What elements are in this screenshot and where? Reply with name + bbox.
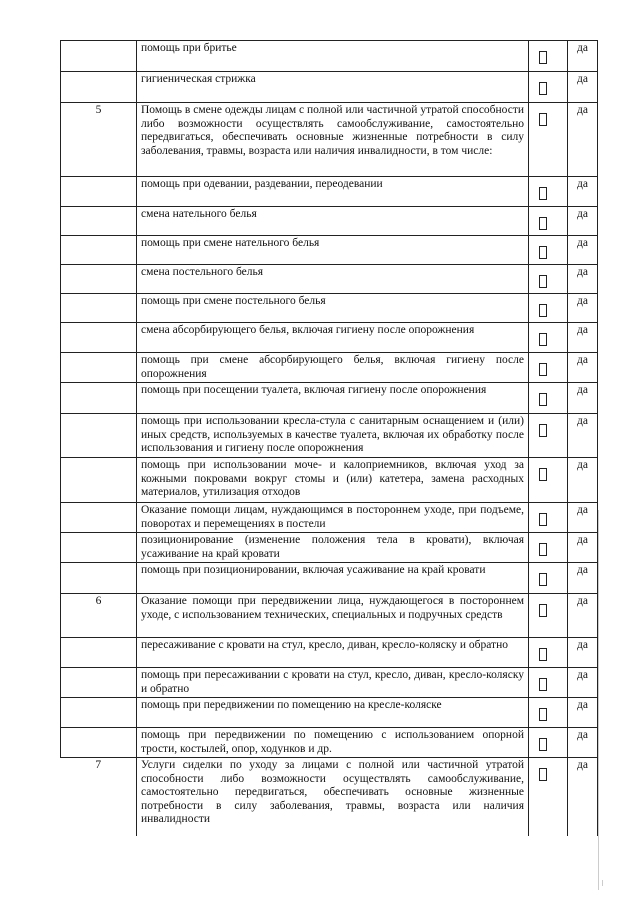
row-number (61, 383, 137, 414)
row-number (61, 728, 137, 758)
service-description: Оказание помощи лицам, нуждающимся в постороннем уходе, при подъеме, поворотах и перемещениях в постели (137, 503, 529, 533)
row-number: 6 (61, 594, 137, 638)
service-row (61, 563, 598, 594)
answer-yes: да (568, 503, 598, 533)
service-description: позиционирование (изменение положения тела в кровати), включая усаживание на край кровати (137, 533, 529, 563)
service-checkbox[interactable] (539, 246, 547, 259)
checkbox-cell (529, 323, 568, 353)
service-description: помощь при смене нательного белья (137, 236, 529, 265)
checkbox-cell (529, 353, 568, 383)
answer-yes: да (568, 728, 598, 758)
service-row (61, 41, 598, 72)
service-row (61, 414, 598, 458)
answer-yes: да (568, 668, 598, 698)
checkbox-cell (529, 294, 568, 323)
scan-edge-mark (602, 880, 603, 886)
service-row (61, 698, 598, 728)
service-row (61, 353, 598, 383)
row-number (61, 294, 137, 323)
row-number (61, 668, 137, 698)
service-checkbox[interactable] (539, 113, 547, 126)
checkbox-cell (529, 103, 568, 177)
service-description: гигиеническая стрижка (137, 72, 529, 103)
service-row (61, 668, 598, 698)
answer-yes: да (568, 323, 598, 353)
service-checkbox[interactable] (539, 738, 547, 751)
service-description: помощь при передвижении по помещению на кресле-коляске (137, 698, 529, 728)
service-row (61, 294, 598, 323)
service-description: смена постельного белья (137, 265, 529, 294)
service-checkbox[interactable] (539, 393, 547, 406)
row-number (61, 458, 137, 503)
row-number (61, 563, 137, 594)
services-table-body (61, 41, 598, 836)
answer-yes: да (568, 563, 598, 594)
service-checkbox[interactable] (539, 708, 547, 721)
service-checkbox[interactable] (539, 424, 547, 437)
service-row (61, 638, 598, 668)
checkbox-cell (529, 177, 568, 207)
answer-yes: да (568, 353, 598, 383)
checkbox-cell (529, 638, 568, 668)
service-row (61, 728, 598, 758)
answer-yes: да (568, 72, 598, 103)
checkbox-cell (529, 594, 568, 638)
row-number: 5 (61, 103, 137, 177)
service-checkbox[interactable] (539, 275, 547, 288)
checkbox-cell (529, 458, 568, 503)
row-number (61, 265, 137, 294)
service-checkbox[interactable] (539, 333, 547, 346)
service-row (61, 177, 598, 207)
answer-yes: да (568, 458, 598, 503)
answer-yes: да (568, 236, 598, 265)
service-checkbox[interactable] (539, 573, 547, 586)
row-number (61, 207, 137, 236)
service-description: помощь при бритье (137, 41, 529, 72)
row-number (61, 503, 137, 533)
scan-edge-line (598, 510, 599, 890)
checkbox-cell (529, 41, 568, 72)
service-row (61, 503, 598, 533)
service-description: пересаживание с кровати на стул, кресло, диван, кресло-коляску и обратно (137, 638, 529, 668)
service-description: помощь при передвижении по помещению с использованием опорной трости, костылей, опор, ходунков и др. (137, 728, 529, 758)
service-checkbox[interactable] (539, 468, 547, 481)
answer-yes: да (568, 758, 598, 836)
service-checkbox[interactable] (539, 217, 547, 230)
row-number (61, 323, 137, 353)
row-number: 7 (61, 758, 137, 836)
answer-yes: да (568, 414, 598, 458)
service-row (61, 72, 598, 103)
service-checkbox[interactable] (539, 187, 547, 200)
service-checkbox[interactable] (539, 678, 547, 691)
checkbox-cell (529, 207, 568, 236)
checkbox-cell (529, 414, 568, 458)
answer-yes: да (568, 294, 598, 323)
answer-yes: да (568, 41, 598, 72)
row-number (61, 698, 137, 728)
checkbox-cell (529, 236, 568, 265)
service-checkbox[interactable] (539, 513, 547, 526)
service-row (61, 458, 598, 503)
service-checkbox[interactable] (539, 604, 547, 617)
row-number (61, 41, 137, 72)
service-description: помощь при посещении туалета, включая гигиену после опорожнения (137, 383, 529, 414)
service-description: помощь при смене постельного белья (137, 294, 529, 323)
service-row (61, 758, 598, 836)
answer-yes: да (568, 265, 598, 294)
service-checkbox[interactable] (539, 363, 547, 376)
services-table (60, 40, 598, 836)
service-description: смена абсорбирующего белья, включая гигиену после опорожнения (137, 323, 529, 353)
service-description: помощь при одевании, раздевании, переодевании (137, 177, 529, 207)
answer-yes: да (568, 638, 598, 668)
service-description: помощь при позиционировании, включая усаживание на край кровати (137, 563, 529, 594)
row-number (61, 414, 137, 458)
service-description: помощь при использовании кресла-стула с санитарным оснащением и (или) иных средств, используемых в качестве туалета, включая их обработку после использования и гигиену после опорожнения (137, 414, 529, 458)
service-checkbox[interactable] (539, 82, 547, 95)
row-number (61, 638, 137, 668)
service-checkbox[interactable] (539, 304, 547, 317)
service-row (61, 323, 598, 353)
checkbox-cell (529, 503, 568, 533)
service-checkbox[interactable] (539, 768, 547, 781)
answer-yes: да (568, 103, 598, 177)
checkbox-cell (529, 698, 568, 728)
answer-yes: да (568, 383, 598, 414)
service-description: Услуги сиделки по уходу за лицами с полной или частичной утратой способности либо возможности осуществлять самообслуживание, самостоятельно передвигаться, обеспечивать основные жизненные потребности в силу заболевания, травмы, возраста или наличия инвалидности (137, 758, 529, 836)
checkbox-cell (529, 563, 568, 594)
checkbox-cell (529, 728, 568, 758)
service-description: смена нательного белья (137, 207, 529, 236)
checkbox-cell (529, 668, 568, 698)
service-row (61, 383, 598, 414)
service-description: помощь при пересаживании с кровати на стул, кресло, диван, кресло-коляску и обратно (137, 668, 529, 698)
service-checkbox[interactable] (539, 51, 547, 64)
answer-yes: да (568, 177, 598, 207)
row-number (61, 236, 137, 265)
answer-yes: да (568, 698, 598, 728)
row-number (61, 177, 137, 207)
answer-yes: да (568, 207, 598, 236)
row-number (61, 72, 137, 103)
service-description: помощь при смене абсорбирующего белья, включая гигиену после опорожнения (137, 353, 529, 383)
service-checkbox[interactable] (539, 648, 547, 661)
service-row (61, 236, 598, 265)
service-description: помощь при использовании моче- и калоприемников, включая уход за кожными покровами вокруг стомы и (или) катетера, замена расходных материалов, утилизация отходов (137, 458, 529, 503)
service-row (61, 207, 598, 236)
service-description: Оказание помощи при передвижении лица, нуждающегося в постороннем уходе, с использованием технических, специальных и подручных средств (137, 594, 529, 638)
service-row (61, 103, 598, 177)
checkbox-cell (529, 265, 568, 294)
service-row (61, 594, 598, 638)
answer-yes: да (568, 594, 598, 638)
answer-yes: да (568, 533, 598, 563)
checkbox-cell (529, 758, 568, 836)
service-checkbox[interactable] (539, 543, 547, 556)
checkbox-cell (529, 533, 568, 563)
row-number (61, 353, 137, 383)
checkbox-cell (529, 72, 568, 103)
service-row (61, 265, 598, 294)
service-row (61, 533, 598, 563)
row-number (61, 533, 137, 563)
checkbox-cell (529, 383, 568, 414)
service-description: Помощь в смене одежды лицам с полной или частичной утратой способности либо возможности осуществлять самообслуживание, самостоятельно передвигаться, обеспечивать основные жизненные потребности в силу заболевания, травмы, возраста или наличия инвалидности, в том числе: (137, 103, 529, 177)
